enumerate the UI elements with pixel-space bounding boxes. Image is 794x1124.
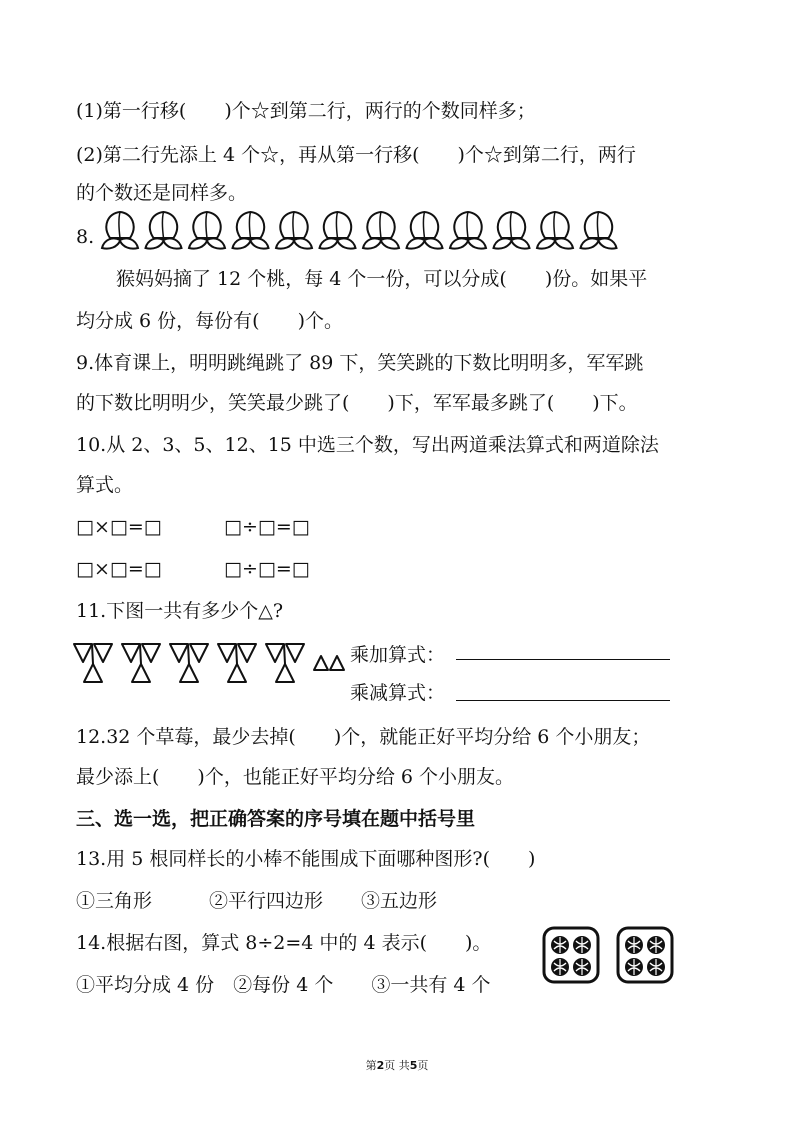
q7-part2-line2: 的个数还是同样多。 [76,182,248,204]
page-footer [0,1057,794,1073]
triangle-group [218,644,256,682]
triangle-group [74,644,112,682]
plates-figure [542,926,690,986]
q9-line1: 9.体育课上，明明跳绳跳了 89 下，笑笑跳的下数比明明多，军军跳 [76,352,644,374]
q7-part1: (1)第一行移( )个☆到第二行，两行的个数同样多； [76,100,536,122]
peach-icon [233,212,269,249]
ball-icon [573,936,591,954]
q14-options: ①平均分成 4 份 ②每份 4 个 ③一共有 4 个 [76,974,491,996]
single-triangle [314,656,328,670]
peach-icon [276,212,312,249]
q13-question: 13.用 5 根同样长的小棒不能围成下面哪种图形?( ) [76,848,536,870]
q11-label-multiply-subtract: 乘减算式： [350,682,446,704]
triangle-group [170,644,208,682]
q8-line1: 猴妈妈摘了 12 个桃，每 4 个一份，可以分成( )份。如果平 [116,268,648,290]
q10-line1: 10.从 2、3、5、12、15 中选三个数，写出两道乘法算式和两道除法 [76,434,659,456]
peach-icon [450,212,486,249]
plate-with-balls [618,928,672,982]
footer-total-pages: 5 [409,1059,418,1072]
peach-icon [189,212,225,249]
q12-line1: 12.32 个草莓，最少去掉( )个，就能正好平均分给 6 个小朋友； [76,726,651,748]
q11-answer-line-1[interactable] [456,659,670,660]
peach-icon [581,212,617,249]
plate-with-balls [544,928,598,982]
peach-icon [407,212,443,249]
peach-icon [494,212,530,249]
footer-page-number: 2 [376,1059,385,1072]
peach-icon [363,212,399,249]
q13-options: ①三角形 ②平行四边形 ③五边形 [76,890,438,912]
q14-question: 14.根据右图，算式 8÷2=4 中的 4 表示( )。 [76,932,492,954]
ball-icon [625,936,643,954]
triangle-groups-figure [72,640,342,690]
q10-multiplication-2: □×□=□ [76,558,162,580]
peach-icon [146,212,182,249]
footer-middle: 页 共 [384,1059,410,1072]
q9-line2: 的下数比明明少，笑笑最少跳了( )下，军军最多跳了( )下。 [76,392,638,414]
q11-answer-line-2[interactable] [456,700,670,701]
ball-icon [551,958,569,976]
q10-line2: 算式。 [76,474,134,496]
ball-icon [625,958,643,976]
section-3-heading: 三、选一选，把正确答案的序号填在题中括号里 [76,808,476,830]
q10-multiplication-1: □×□=□ [76,516,162,538]
q10-division-1: □÷□=□ [224,516,310,538]
footer-prefix: 第 [365,1059,377,1072]
triangle-group [266,644,304,682]
triangle-group [122,644,160,682]
q10-division-2: □÷□=□ [224,558,310,580]
q11-question: 11.下图一共有多少个△? [76,600,284,622]
ball-icon [647,936,665,954]
ball-icon [647,958,665,976]
single-triangle [330,656,344,670]
peach-icon [537,212,573,249]
q11-label-multiply-add: 乘加算式： [350,644,446,666]
ball-icon [573,958,591,976]
peach-icon [102,212,138,249]
q12-line2: 最少添上( )个，也能正好平均分给 6 个小朋友。 [76,766,514,788]
ball-icon [551,936,569,954]
peach-icon [320,212,356,249]
peach-row-figure [100,208,620,254]
q7-part2-line1: (2)第二行先添上 4 个☆，再从第一行移( )个☆到第二行，两行 [76,144,636,166]
q8-number: 8. [76,226,95,248]
q8-line2: 均分成 6 份，每份有( )个。 [76,310,343,332]
footer-suffix: 页 [417,1059,429,1072]
